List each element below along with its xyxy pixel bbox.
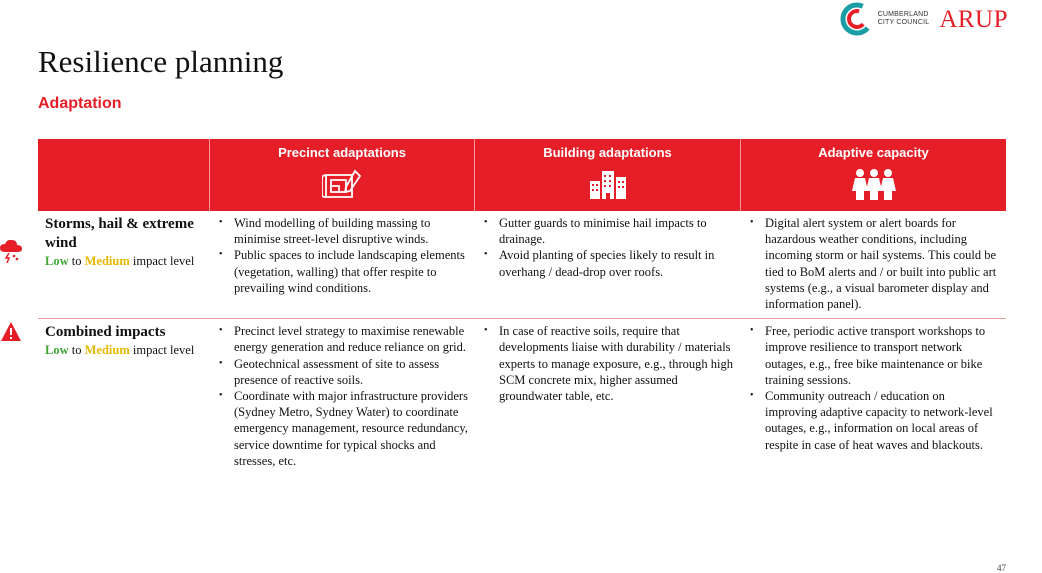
list-item: • Digital alert system or alert boards for hazardous weather conditions, including incoming storm or hail systems. This could be tied to BoM alerts and / or built into public art systems (e.g., a visual barometer display and information panel). xyxy=(750,215,1000,312)
capacity-cell xyxy=(740,211,1006,318)
buildings-icon xyxy=(588,167,628,201)
table-header-blank xyxy=(38,139,209,211)
risk-title: Storms, hail & extreme wind xyxy=(45,216,194,251)
header-label: Building adaptations xyxy=(543,145,672,160)
list-item: • Public spaces to include landscaping elements (vegetation, walling) that offer respite to prevailing wind conditions. xyxy=(219,247,468,296)
risk-cell xyxy=(38,211,209,318)
impact-low: Low xyxy=(45,254,69,268)
council-name-line1: CUMBERLAND xyxy=(877,11,929,18)
list-item: • Gutter guards to minimise hail impacts to drainage. xyxy=(484,215,734,247)
council-name xyxy=(878,11,930,27)
list-item: • In case of reactive soils, require that developments liaise with durability / materials experts to manage exposure, e.g., through high SCM concrete mix, higher assumed groundwater table, etc. xyxy=(484,323,734,404)
header-logos xyxy=(840,2,1008,36)
table-header-row xyxy=(38,139,1006,211)
impact-level xyxy=(45,253,203,269)
capacity-cell xyxy=(740,319,1006,475)
blueprint-icon xyxy=(322,167,362,201)
impact-to: to xyxy=(71,343,82,358)
table-row xyxy=(38,319,1006,475)
bullet-list xyxy=(484,215,734,280)
impact-level xyxy=(45,342,203,358)
page-subtitle: Adaptation xyxy=(38,95,122,112)
council-emblem-icon xyxy=(840,2,874,36)
bullet-list xyxy=(219,215,468,296)
header-precinct-adaptations xyxy=(209,139,474,211)
list-item: • Community outreach / education on improving adaptive capacity to network-level outages, e.g., information on local areas of respite in case of heat waves and blackouts. xyxy=(750,388,1000,453)
impact-suffix: impact level xyxy=(132,343,195,358)
adaptation-table xyxy=(38,139,1006,475)
council-name-line2: CITY COUNCIL xyxy=(877,19,930,26)
bullet-list xyxy=(750,323,1000,453)
list-item: • Geotechnical assessment of site to assess presence of reactive soils. xyxy=(219,356,468,388)
risk-title: Combined impacts xyxy=(45,324,166,341)
impact-suffix: impact level xyxy=(132,254,195,268)
list-item: • Precinct level strategy to maximise renewable energy generation and reduce reliance on grid. xyxy=(219,323,468,355)
list-item: • Coordinate with major infrastructure providers (Sydney Metro, Sydney Water) to coordinate emergency management, resource redundancy, service downtime for typical shocks and stresses, etc. xyxy=(219,388,468,469)
bullet-list xyxy=(219,323,468,469)
warning-icon xyxy=(0,321,22,343)
council-logo xyxy=(840,2,930,36)
impact-low: Low xyxy=(45,343,69,358)
list-item: • Avoid planting of species likely to result in overhang / dead-drop over roofs. xyxy=(484,247,734,279)
building-cell xyxy=(474,211,740,318)
impact-to: to xyxy=(71,254,82,268)
people-icon xyxy=(852,167,896,201)
table-row xyxy=(38,211,1006,319)
precinct-cell xyxy=(209,211,474,318)
impact-medium: Medium xyxy=(84,343,130,358)
header-label: Adaptive capacity xyxy=(818,145,929,160)
precinct-cell xyxy=(209,319,474,475)
arup-logo: ARUP xyxy=(939,6,1008,33)
header-building-adaptations xyxy=(474,139,740,211)
risk-cell xyxy=(38,319,209,475)
building-cell xyxy=(474,319,740,475)
page-title: Resilience planning xyxy=(38,44,284,79)
page-number: 47 xyxy=(997,563,1006,573)
bullet-list xyxy=(484,323,734,404)
header-adaptive-capacity xyxy=(740,139,1006,211)
storm-cloud-icon xyxy=(0,239,22,263)
list-item: • Free, periodic active transport workshops to improve resilience to transport network outages, e.g., free bike maintenance or bike training sessions. xyxy=(750,323,1000,388)
header-label: Precinct adaptations xyxy=(278,145,406,160)
list-item: • Wind modelling of building massing to minimise street-level disruptive winds. xyxy=(219,215,468,247)
bullet-list xyxy=(750,215,1000,312)
impact-medium: Medium xyxy=(84,254,130,268)
